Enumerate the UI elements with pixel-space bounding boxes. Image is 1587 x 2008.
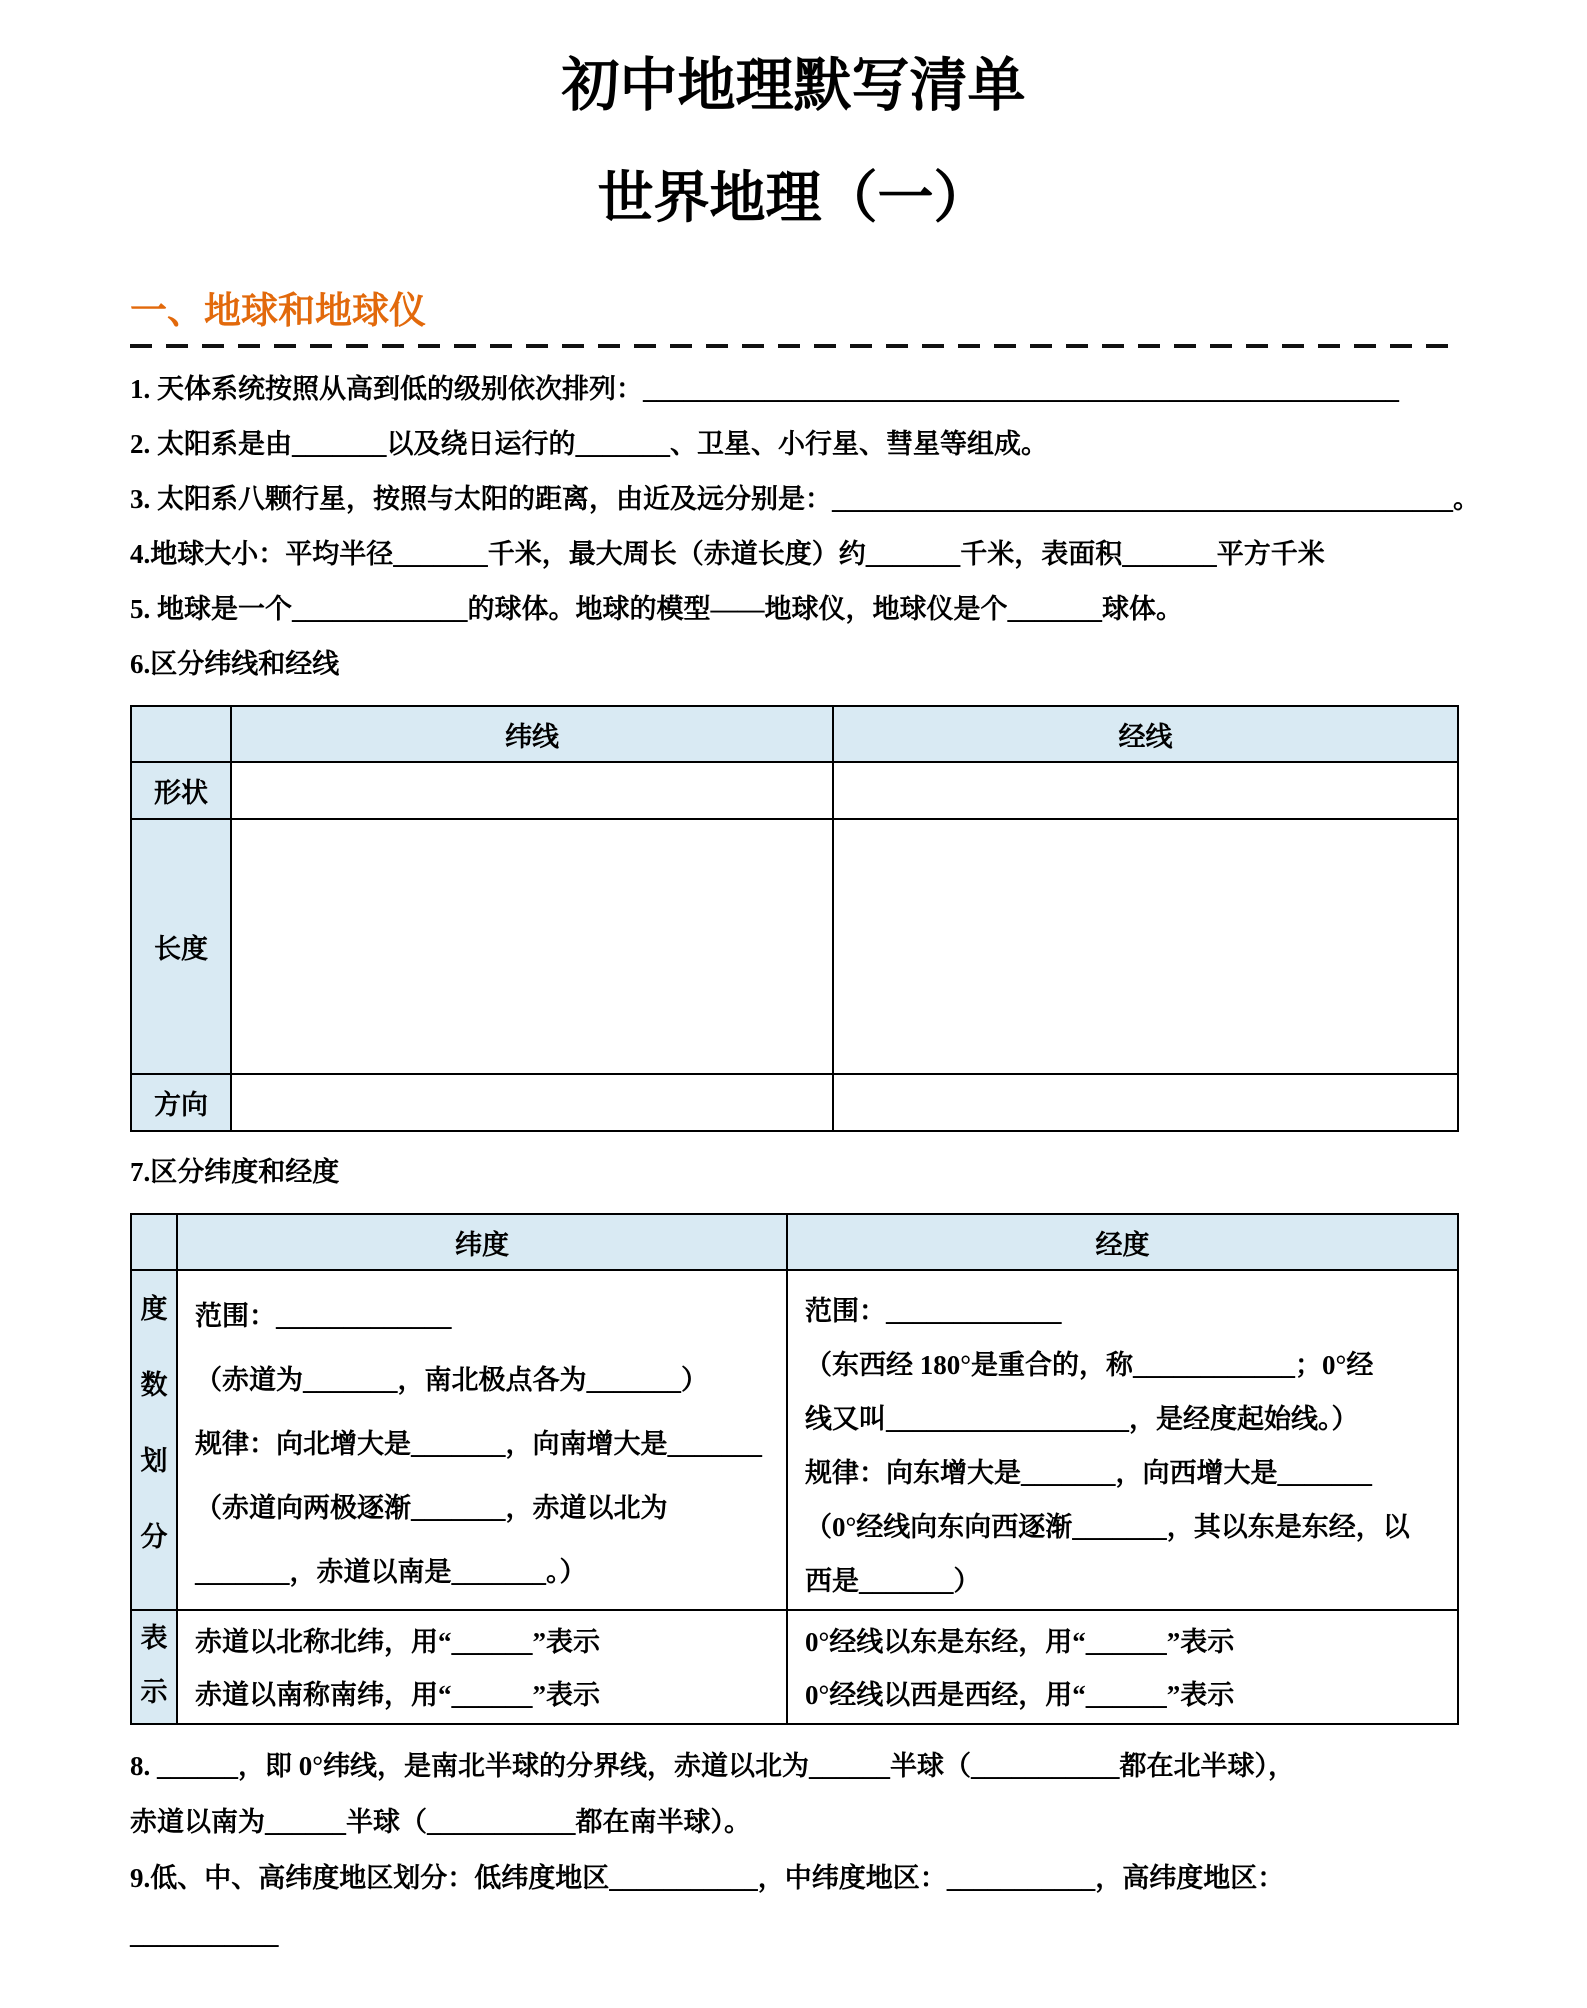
latline-lngline-table xyxy=(130,705,1459,1132)
row-label-degree-division: 度数划分 xyxy=(131,1270,177,1610)
latline-column-header: 纬线 xyxy=(231,706,833,762)
question-8-line2: 赤道以南为______半球（___________都在南半球）。 xyxy=(130,1807,751,1837)
row-label-representation: 表示 xyxy=(131,1610,177,1724)
empty-cell xyxy=(833,1074,1458,1131)
lngdeg-note2-line: （0°经线向东向西逐渐_______，其以东是东经，以 xyxy=(805,1512,1410,1542)
lngdeg-note-line: （东西经 180°是重合的，称____________；0°经 xyxy=(805,1350,1374,1380)
row-label-direction: 方向 xyxy=(131,1074,231,1131)
empty-cell xyxy=(231,762,833,819)
empty-cell xyxy=(231,1074,833,1131)
latdeg-note2-line-cont: _______，赤道以南是_______。） xyxy=(195,1557,587,1587)
lngdeg-column-header: 经度 xyxy=(787,1214,1458,1270)
latdeg-rule-line: 规律：向北增大是_______，向南增大是_______ xyxy=(195,1429,762,1459)
lngline-column-header: 经线 xyxy=(833,706,1458,762)
empty-cell xyxy=(833,819,1458,1074)
table-row-degree-division xyxy=(131,1270,1458,1610)
table-header-row xyxy=(131,1214,1458,1270)
corner-cell xyxy=(131,706,231,762)
question-9-line2: ___________ xyxy=(130,1919,279,1949)
latdeg-lngdeg-table xyxy=(130,1213,1459,1725)
table-row-representation xyxy=(131,1610,1458,1724)
east-lng-line: 0°经线以东是东经，用“______”表示 xyxy=(805,1627,1235,1657)
north-lat-line: 赤道以北称北纬，用“______”表示 xyxy=(195,1627,600,1657)
section-heading: 一、地球和地球仪 xyxy=(130,290,426,331)
table-header-row xyxy=(131,706,1458,762)
latdeg-column-header: 纬度 xyxy=(177,1214,787,1270)
page-title: 初中地理默写清单 xyxy=(561,53,1026,118)
lngdeg-rule-line: 规律：向东增大是_______，向西增大是_______ xyxy=(805,1458,1372,1488)
lngdeg-note-line-cont: 线又叫__________________，是经度起始线。） xyxy=(805,1404,1359,1434)
question-8-line1: 8. ______，即 0°纬线，是南北半球的分界线，赤道以北为______半球（___________都在北半球）， xyxy=(130,1751,1296,1781)
question-9-line1: 9.低、中、高纬度地区划分：低纬度地区___________，中纬度地区：___________，高纬度地区： xyxy=(130,1863,1285,1893)
bottom-question-list xyxy=(130,1738,1457,1962)
latdeg-degree-cell xyxy=(177,1270,787,1610)
lngdeg-range-line: 范围：_____________ xyxy=(805,1296,1062,1326)
question-6: 6.区分纬线和经线 xyxy=(130,649,340,679)
table-row-shape xyxy=(131,762,1458,819)
question-7: 7.区分纬度和经度 xyxy=(130,1157,340,1187)
row-label-shape: 形状 xyxy=(131,762,231,819)
question-5: 5. 地球是一个_____________的球体。地球的模型——地球仪，地球仪是个_______球体。 xyxy=(130,594,1183,624)
south-lat-line: 赤道以南称南纬，用“______”表示 xyxy=(195,1680,600,1710)
question-4: 4.地球大小：平均半径_______千米，最大周长（赤道长度）约_______千米，表面积_______平方千米 xyxy=(130,539,1325,569)
question-3: 3. 太阳系八颗行星，按照与太阳的距离，由近及远分别是：______________________________________________。 xyxy=(130,484,1480,514)
row-label-length: 长度 xyxy=(131,819,231,1074)
empty-cell xyxy=(231,819,833,1074)
page-subtitle: 世界地理（一） xyxy=(597,166,990,229)
question-1: 1. 天体系统按照从高到低的级别依次排列：________________________________________________________ xyxy=(130,374,1399,404)
table-row-direction xyxy=(131,1074,1458,1131)
lngdeg-representation-cell xyxy=(787,1610,1458,1724)
section-divider xyxy=(130,344,1457,348)
question-2: 2. 太阳系是由_______以及绕日运行的_______、卫星、小行星、彗星等组成。 xyxy=(130,429,1048,459)
corner-cell xyxy=(131,1214,177,1270)
latdeg-note2-line: （赤道向两极逐渐_______，赤道以北为 xyxy=(195,1493,668,1523)
question-list xyxy=(130,362,1480,692)
lngdeg-degree-cell xyxy=(787,1270,1458,1610)
latdeg-range-line: 范围：_____________ xyxy=(195,1301,452,1331)
latdeg-note-line: （赤道为_______，南北极点各为_______） xyxy=(195,1365,708,1395)
empty-cell xyxy=(833,762,1458,819)
lngdeg-note2-line-cont: 西是_______） xyxy=(805,1566,981,1596)
latdeg-representation-cell xyxy=(177,1610,787,1724)
west-lng-line: 0°经线以西是西经，用“______”表示 xyxy=(805,1680,1235,1710)
table-row-length xyxy=(131,819,1458,1074)
